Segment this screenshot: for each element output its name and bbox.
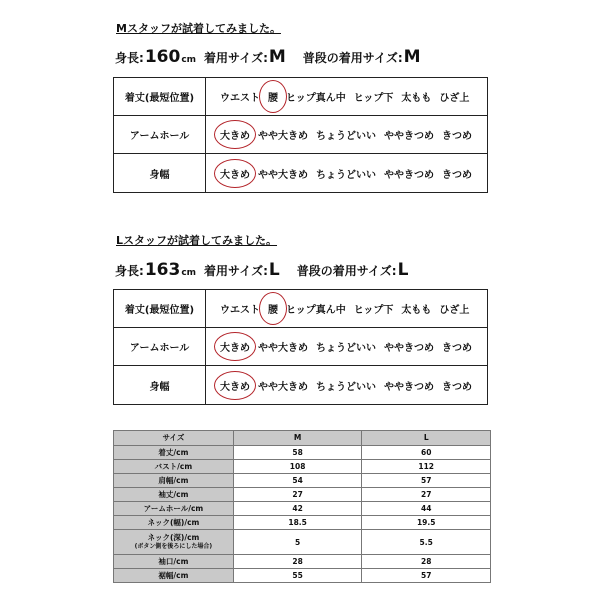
value-m: 58 — [233, 446, 362, 460]
header-m: M — [233, 431, 362, 446]
row-label: 肩幅/cm — [114, 474, 234, 488]
row-label: 袖丈/cm — [114, 488, 234, 502]
fit-option: ひざ上 — [439, 305, 470, 316]
fit-option-selected: 腰 — [268, 301, 278, 316]
section-l-stats — [115, 260, 409, 280]
value-m: 54 — [233, 474, 362, 488]
row-label — [114, 530, 234, 555]
row-label-line1: ネック(深)/cm — [147, 533, 200, 542]
fit-option: やや大きめ — [258, 131, 308, 142]
fit-option: ヒップ下 — [353, 93, 394, 104]
usual-size-label: 普段の着用サイズ: — [296, 264, 397, 278]
value-m: 18.5 — [233, 516, 362, 530]
fit-row — [114, 328, 487, 366]
row-label-line2: (ボタン側を後ろにした場合) — [134, 543, 213, 550]
fit-option-selected: 大きめ — [220, 339, 250, 354]
fit-option: きつめ — [442, 131, 472, 142]
row-label: ネック(幅)/cm — [114, 516, 234, 530]
value-l: 27 — [362, 488, 491, 502]
value-m: 5 — [233, 530, 362, 555]
fit-option: やや大きめ — [258, 343, 308, 354]
fit-option: ヒップ下 — [353, 305, 394, 316]
fit-row-header: 着丈(最短位置) — [114, 290, 206, 327]
value-m: 27 — [233, 488, 362, 502]
fit-option-selected: 大きめ — [220, 127, 250, 142]
fit-option: ややきつめ — [384, 343, 434, 354]
fit-option: ひざ上 — [439, 93, 470, 104]
fit-options — [206, 328, 487, 365]
table-row — [114, 474, 491, 488]
fit-option: ややきつめ — [384, 381, 434, 393]
usual-size-label: 普段の着用サイズ: — [302, 51, 403, 65]
fit-options — [206, 154, 487, 192]
usual-size-value: L — [397, 260, 409, 280]
fit-option: ややきつめ — [384, 169, 434, 181]
table-row — [114, 569, 491, 583]
fit-option: ウエスト — [220, 93, 260, 104]
fit-option: ちょうどいい — [316, 343, 376, 354]
fit-options — [206, 116, 487, 153]
row-label: アームホール/cm — [114, 502, 234, 516]
fit-option: ちょうどいい — [316, 131, 376, 142]
fit-option: ちょうどいい — [316, 381, 376, 393]
fit-option: きつめ — [442, 169, 472, 181]
size-table-header — [114, 431, 491, 446]
section-m-title: Mスタッフが試着してみました。 — [116, 22, 281, 35]
section-m-stats — [115, 47, 422, 67]
fit-row — [114, 290, 487, 328]
worn-size-value: L — [268, 260, 280, 280]
fit-row — [114, 366, 487, 404]
fit-option-selected: 大きめ — [220, 166, 250, 181]
fit-row-header: 身幅 — [114, 154, 206, 192]
worn-size-value: M — [268, 47, 286, 67]
fit-row-header: 身幅 — [114, 366, 206, 404]
value-l: 28 — [362, 555, 491, 569]
section-l-title: Lスタッフが試着してみました。 — [116, 234, 278, 247]
fit-row — [114, 116, 487, 154]
fit-row — [114, 78, 487, 116]
value-m: 42 — [233, 502, 362, 516]
value-m: 28 — [233, 555, 362, 569]
worn-size-label: 着用サイズ: — [204, 264, 268, 278]
usual-size-value: M — [403, 47, 421, 67]
fit-option: 太もも — [401, 305, 432, 316]
value-l: 44 — [362, 502, 491, 516]
size-table — [113, 430, 491, 583]
height-value: 160 — [144, 47, 181, 67]
value-m: 108 — [233, 460, 362, 474]
row-label: 着丈/cm — [114, 446, 234, 460]
row-label: バスト/cm — [114, 460, 234, 474]
fit-option: ヒップ真ん中 — [286, 305, 346, 316]
value-l: 57 — [362, 474, 491, 488]
fit-option: きつめ — [442, 381, 472, 393]
table-row — [114, 530, 491, 555]
fit-option: ちょうどいい — [316, 169, 376, 181]
table-row — [114, 488, 491, 502]
fit-row-header: アームホール — [114, 328, 206, 365]
table-row — [114, 460, 491, 474]
fit-option: ややきつめ — [384, 131, 434, 142]
header-size: サイズ — [114, 431, 234, 446]
height-label: 身長: — [115, 264, 144, 278]
fit-option: やや大きめ — [258, 381, 308, 393]
fit-option: 太もも — [401, 93, 432, 104]
fit-table-m — [113, 77, 488, 193]
fit-option-selected: 腰 — [268, 89, 278, 104]
value-l: 57 — [362, 569, 491, 583]
height-value: 163 — [144, 260, 181, 280]
fit-table-l — [113, 289, 488, 405]
value-l: 5.5 — [362, 530, 491, 555]
height-unit: cm — [181, 55, 197, 65]
fit-row-header: アームホール — [114, 116, 206, 153]
row-label: 袖口/cm — [114, 555, 234, 569]
value-l: 19.5 — [362, 516, 491, 530]
table-row — [114, 446, 491, 460]
fit-row-header: 着丈(最短位置) — [114, 78, 206, 115]
header-l: L — [362, 431, 491, 446]
fit-options — [206, 290, 487, 327]
value-m: 55 — [233, 569, 362, 583]
height-label: 身長: — [115, 51, 144, 65]
fit-options — [206, 366, 487, 404]
row-label: 裾幅/cm — [114, 569, 234, 583]
fit-options — [206, 78, 487, 115]
height-unit: cm — [181, 268, 197, 278]
fit-option: きつめ — [442, 343, 472, 354]
table-row — [114, 555, 491, 569]
fit-option: ヒップ真ん中 — [286, 93, 346, 104]
fit-row — [114, 154, 487, 192]
worn-size-label: 着用サイズ: — [204, 51, 268, 65]
table-row — [114, 516, 491, 530]
value-l: 112 — [362, 460, 491, 474]
value-l: 60 — [362, 446, 491, 460]
table-row — [114, 502, 491, 516]
fit-option: ウエスト — [220, 305, 260, 316]
fit-option: やや大きめ — [258, 169, 308, 181]
fit-option-selected: 大きめ — [220, 378, 250, 393]
